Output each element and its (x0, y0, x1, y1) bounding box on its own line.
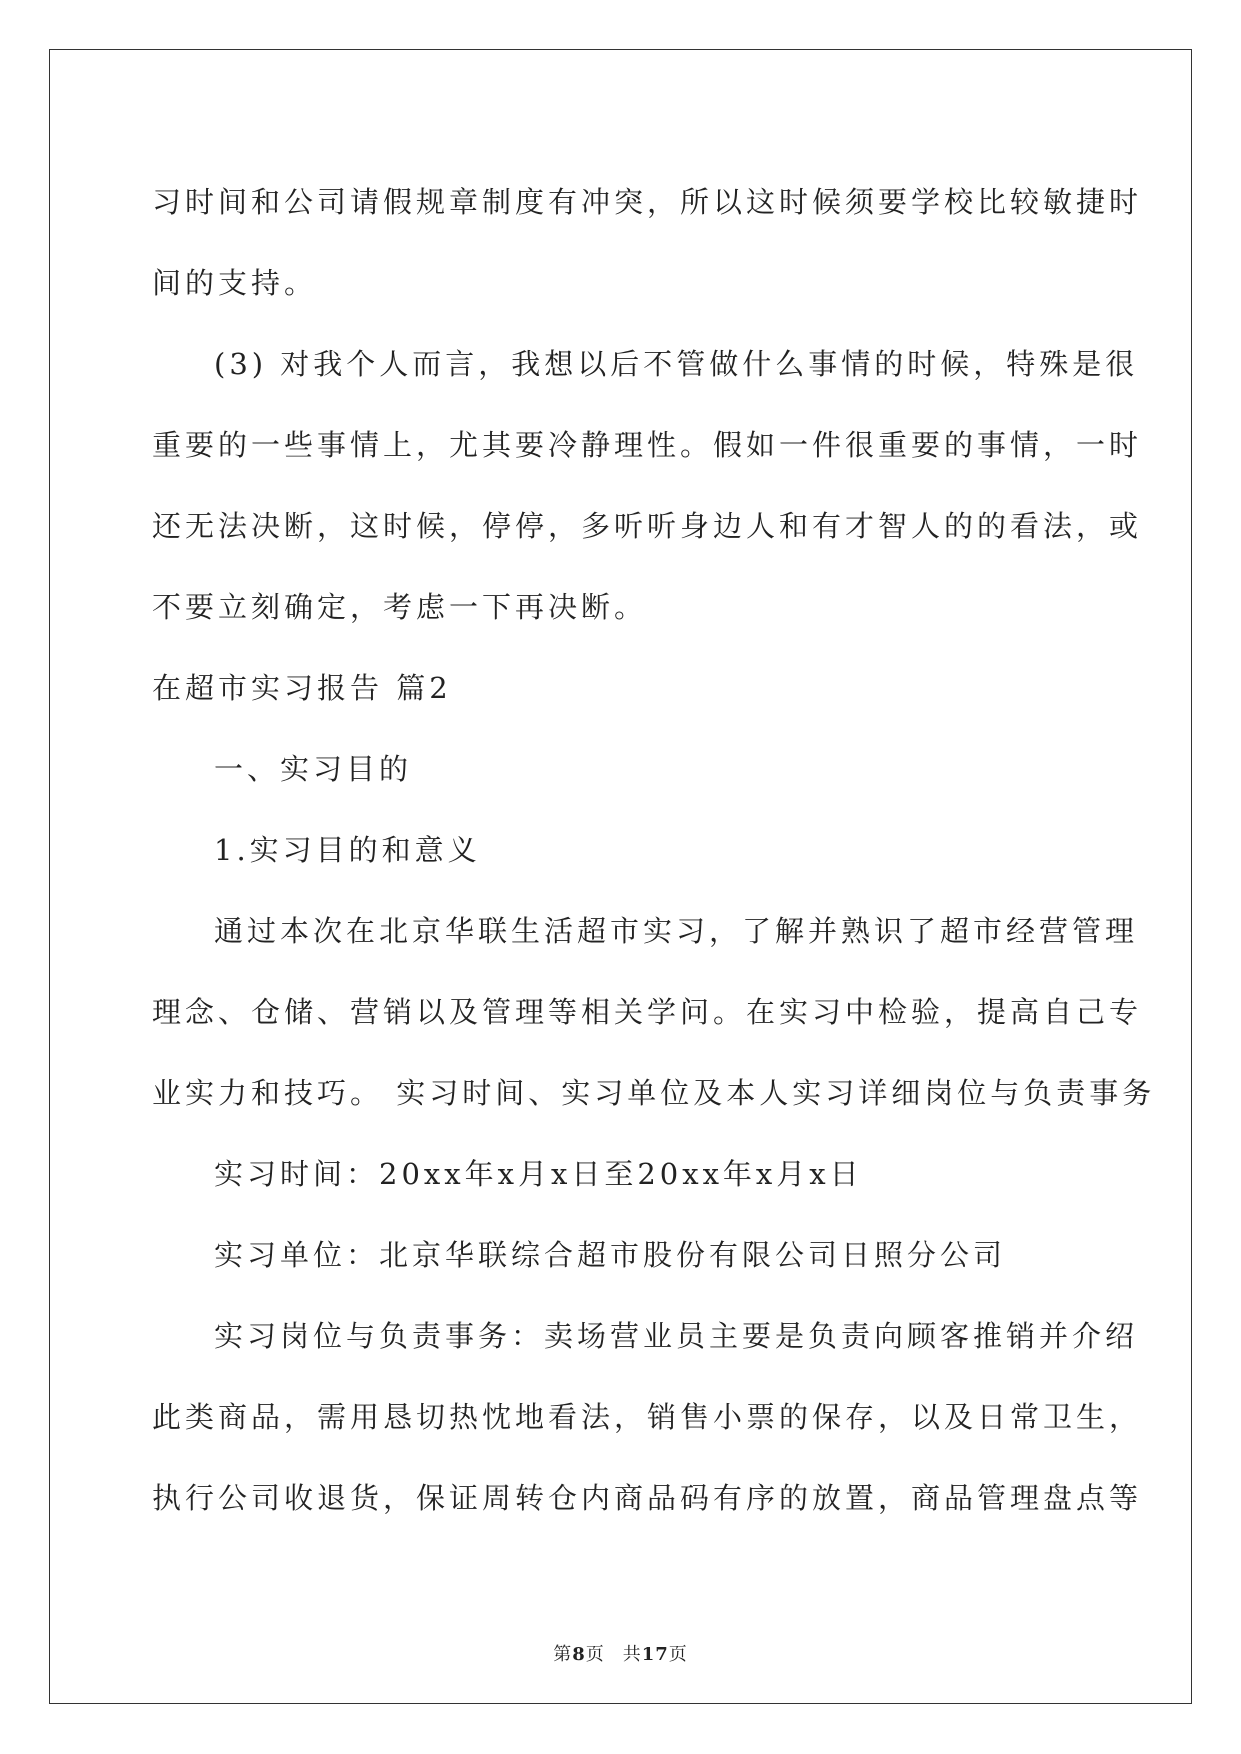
paragraph (152, 1215, 1092, 1296)
paragraph (152, 324, 1143, 648)
text-line: 还无法决断，这时候，停停，多听听身边人和有才智人的的看法，或 (152, 509, 1143, 543)
section-heading (152, 648, 1092, 729)
text-line: 理念、仓储、营销以及管理等相关学问。在实习中检验，提高自己专 (152, 995, 1143, 1029)
paragraph (152, 810, 1092, 891)
page-footer (0, 1640, 1241, 1666)
text-line: 实习岗位与负责事务：卖场营业员主要是负责向顾客推销并介绍 (214, 1319, 1139, 1353)
text-line: 实习单位：北京华联综合超市股份有限公司日照分公司 (214, 1238, 1007, 1272)
text-line: 执行公司收退货，保证周转仓内商品码有序的放置，商品管理盘点等 (152, 1481, 1143, 1515)
section-title: 在超市实习报告 篇2 (152, 671, 452, 705)
text-line: 此类商品，需用恳切热忱地看法，销售小票的保存，以及日常卫生， (152, 1400, 1143, 1434)
subheading: 1.实习目的和意义 (214, 833, 481, 867)
paragraph (152, 162, 1143, 324)
page-total: 17 (641, 1644, 669, 1665)
text-line: (3) 对我个人而言，我想以后不管做什么事情的时候，特殊是很 (214, 347, 1139, 381)
paragraph (152, 891, 1156, 1134)
total-prefix: 共 (622, 1644, 642, 1665)
paragraph (152, 1296, 1143, 1539)
text-line: 业实力和技巧。 实习时间、实习单位及本人实习详细岗位与负责事务 (152, 1076, 1156, 1110)
paragraph (152, 1134, 1092, 1215)
text-line: 通过本次在北京华联生活超市实习，了解并熟识了超市经营管理 (214, 914, 1139, 948)
document-body (152, 162, 1156, 1539)
text-line: 实习时间：20xx年x月x日至20xx年x月x日 (214, 1157, 863, 1191)
page-suffix: 页 (585, 1644, 605, 1665)
subheading: 一、实习目的 (214, 752, 413, 786)
page-prefix: 第 (553, 1644, 573, 1665)
text-line: 习时间和公司请假规章制度有冲突，所以这时候须要学校比较敏捷时 (152, 185, 1143, 219)
paragraph (152, 729, 1092, 810)
total-suffix: 页 (668, 1644, 688, 1665)
page-current: 8 (572, 1644, 586, 1665)
text-line: 间的支持。 (152, 266, 318, 300)
text-line: 不要立刻确定，考虑一下再决断。 (152, 590, 648, 624)
text-line: 重要的一些事情上，尤其要冷静理性。假如一件很重要的事情，一时 (152, 428, 1143, 462)
